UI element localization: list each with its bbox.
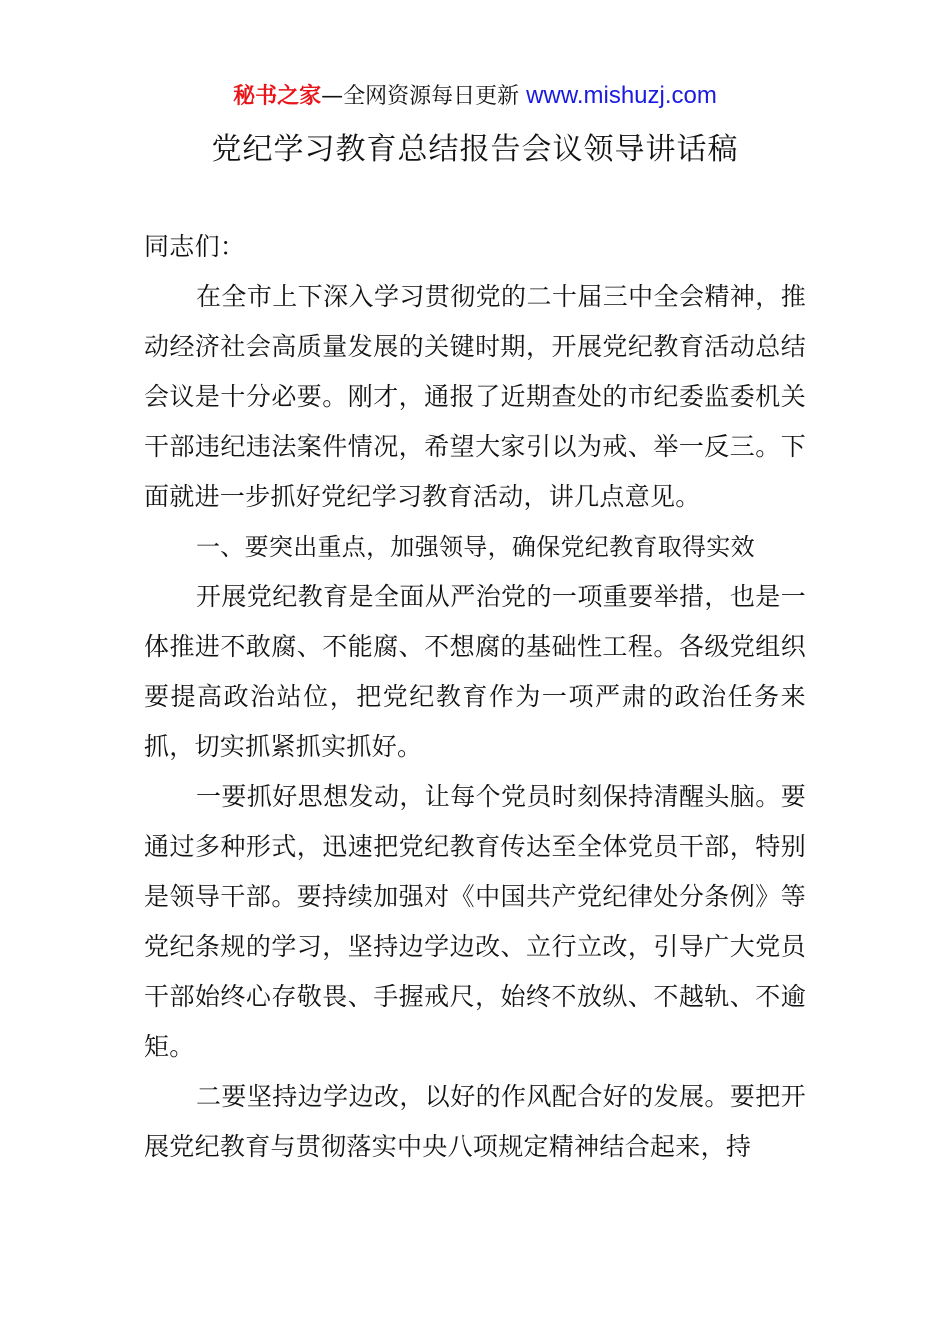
site-header <box>0 80 950 113</box>
site-url-link[interactable]: www.mishuzj.com <box>526 82 717 109</box>
site-name: 秘书之家 <box>233 84 322 109</box>
document-body <box>144 222 806 1172</box>
document-title: 党纪学习教育总结报告会议领导讲话稿 <box>211 132 739 167</box>
paragraph-point-1: 一要抓好思想发动，让每个党员时刻保持清醒头脑。要通过多种形式，迅速把党纪教育传达至全体党员干部，特别是领导干部。要持续加强对《中国共产党纪律处分条例》等党纪条规的学习，坚持边学边改、立行立改，引导广大党员干部始终心存敬畏、手握戒尺，始终不放纵、不越轨、不逾矩。 <box>144 782 806 1061</box>
site-tagline: —全网资源每日更新 <box>321 84 527 109</box>
paragraph-point-2: 二要坚持边学边改，以好的作风配合好的发展。要把开展党纪教育与贯彻落实中央八项规定精神结合起来，持 <box>144 1082 806 1161</box>
section-heading-1: 一、要突出重点，加强领导，确保党纪教育取得实效 <box>196 533 755 561</box>
paragraph-section-1: 开展党纪教育是全面从严治党的一项重要举措，也是一体推进不敢腐、不能腐、不想腐的基础性工程。各级党组织要提高政治站位，把党纪教育作为一项严肃的政治任务来抓，切实抓紧抓实抓好。 <box>144 582 806 761</box>
salutation: 同志们： <box>144 232 246 261</box>
paragraph-intro: 在全市上下深入学习贯彻党的二十届三中全会精神，推动经济社会高质量发展的关键时期，开展党纪教育活动总结会议是十分必要。刚才，通报了近期查处的市纪委监委机关干部违纪违法案件情况，希望大家引以为戒、举一反三。下面就进一步抓好党纪学习教育活动，讲几点意见。 <box>144 282 806 511</box>
